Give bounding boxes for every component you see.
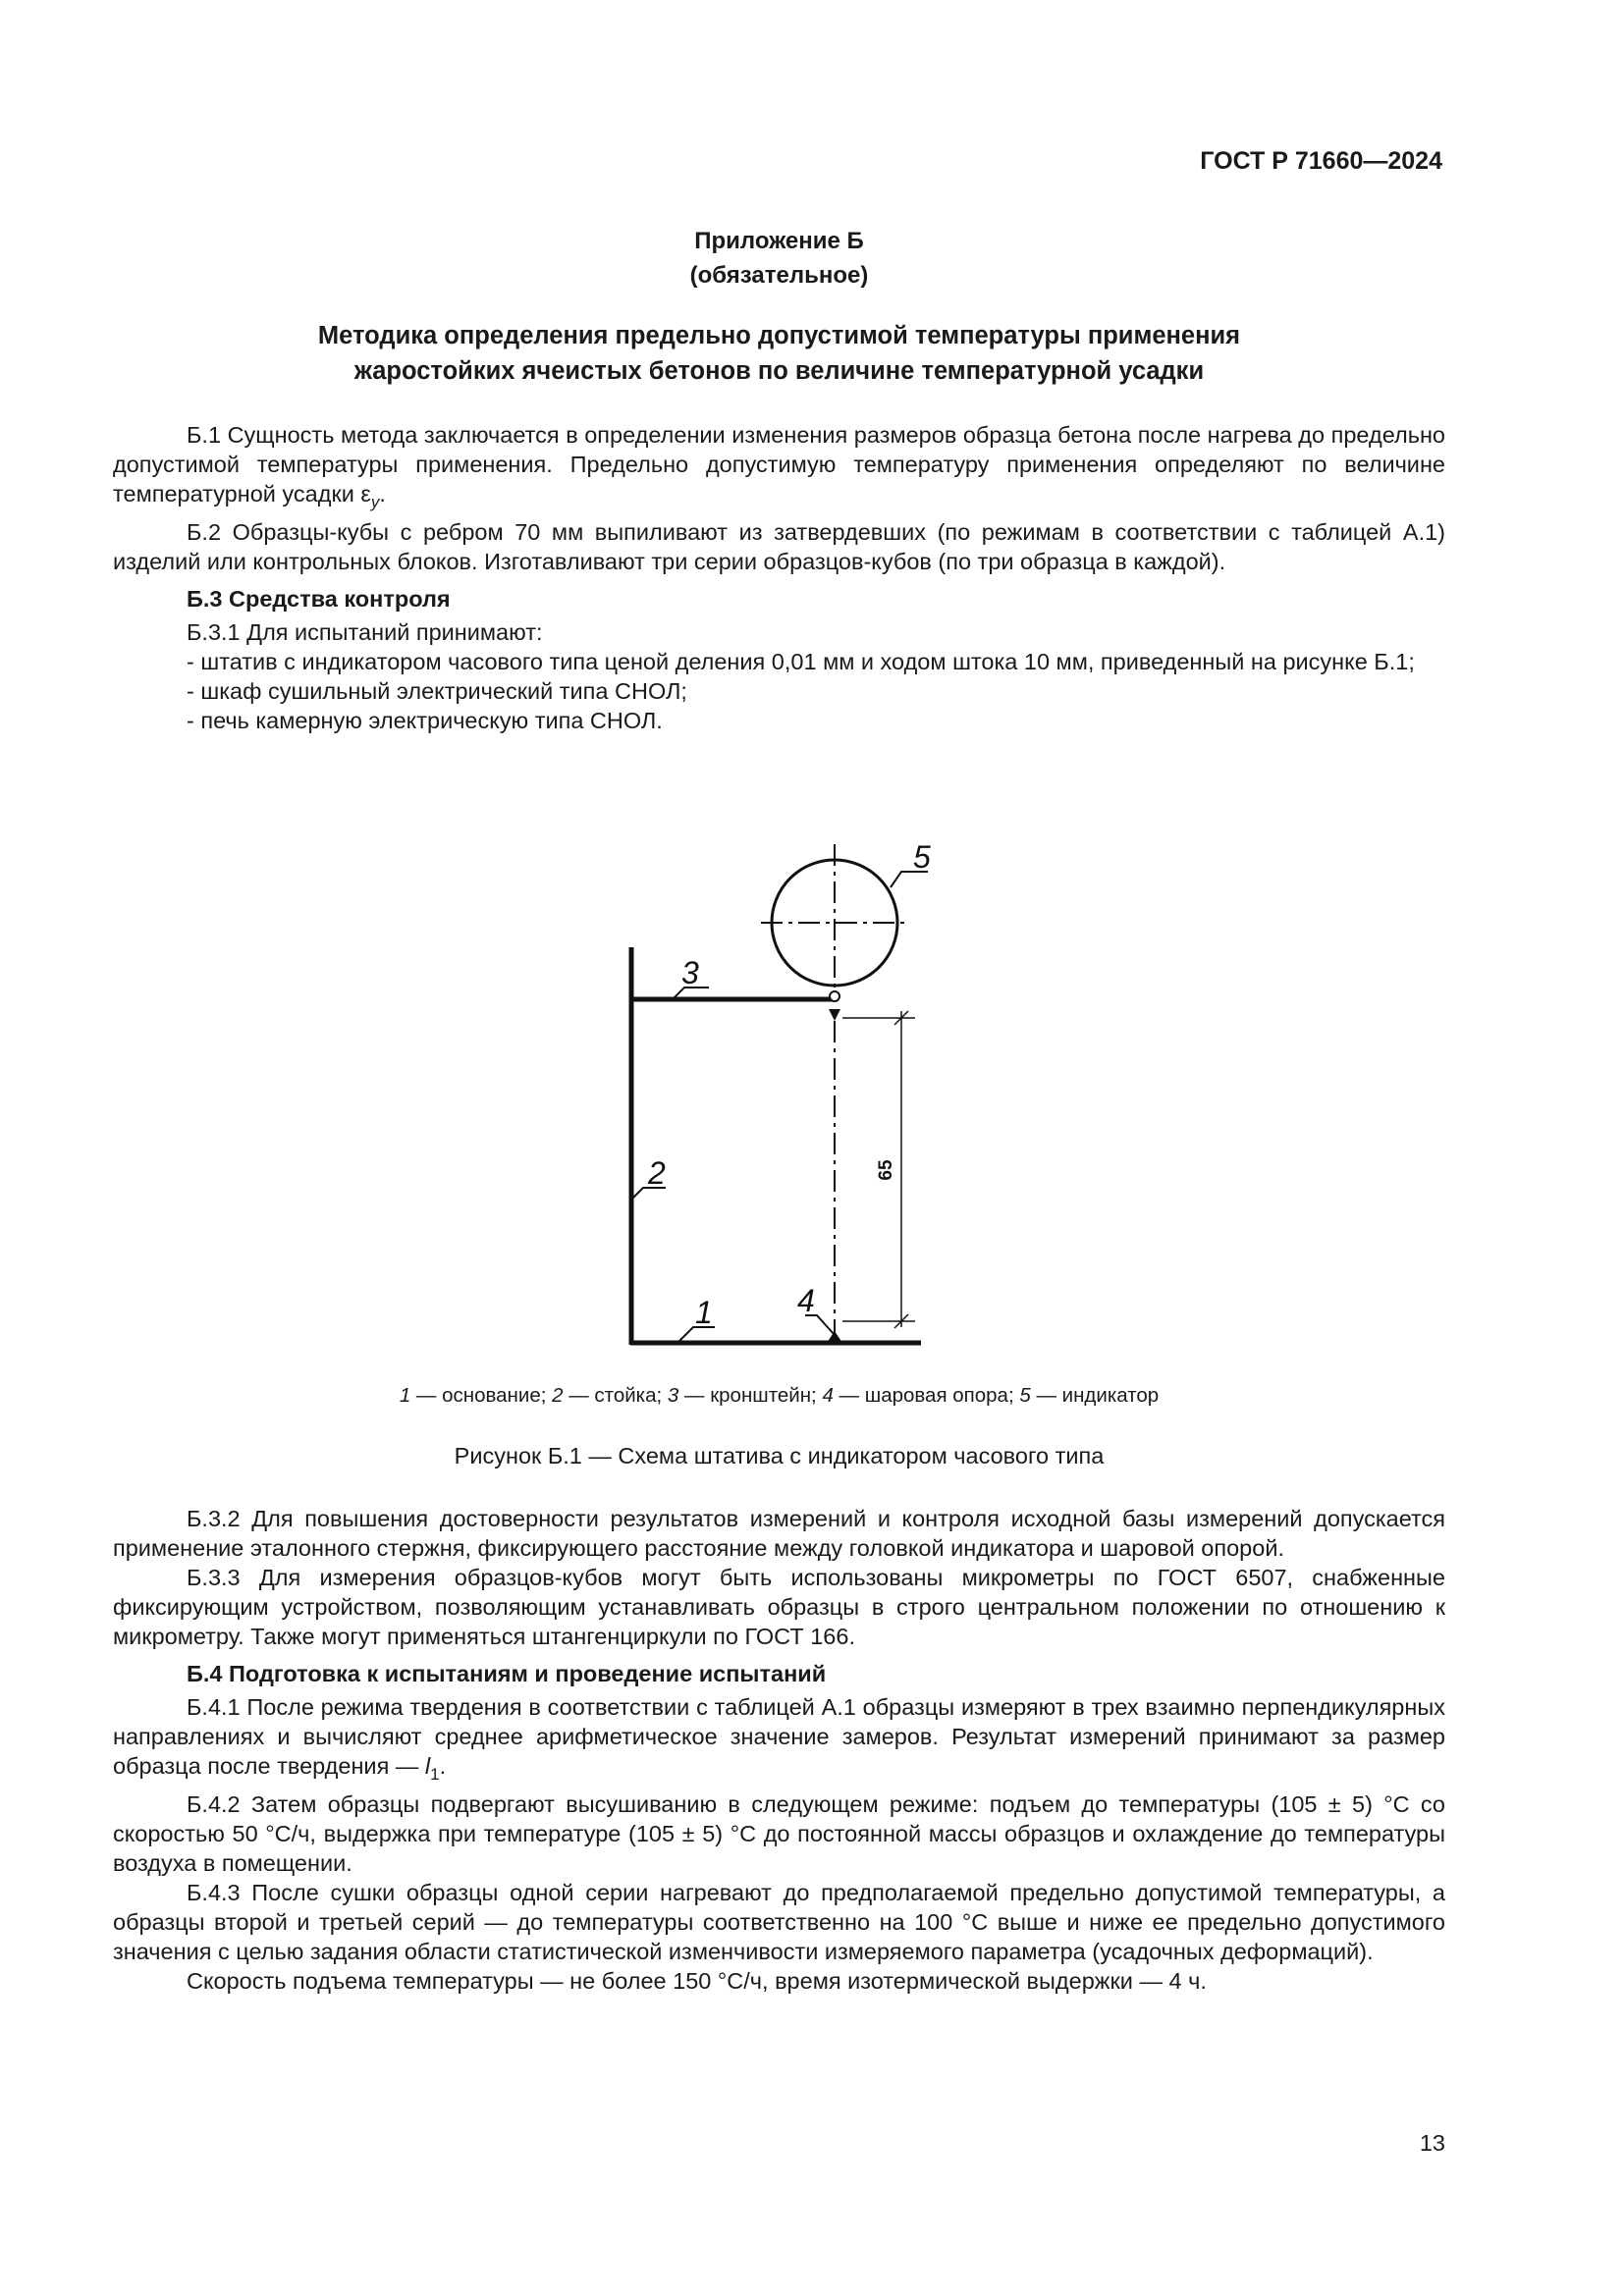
figure-stand-diagram bbox=[589, 825, 962, 1355]
text-block-bottom bbox=[113, 1504, 1445, 1996]
list-item: - печь камерную электрическую типа СНОЛ. bbox=[187, 708, 663, 733]
heading-b4: Б.4 Подготовка к испытаниям и проведение испытаний bbox=[187, 1661, 827, 1686]
ball-support-icon bbox=[827, 1331, 842, 1343]
label-2: 2 bbox=[648, 1155, 666, 1191]
annex-status: (обязательное) bbox=[689, 262, 869, 289]
method-heading-line-1: Методика определения предельно допустимой температуры применения bbox=[317, 322, 1241, 349]
epsilon-subscript: у bbox=[370, 493, 380, 511]
stem-tip bbox=[829, 1009, 840, 1021]
annex-title bbox=[113, 224, 1445, 293]
heading-b3: Б.3 Средства контроля bbox=[187, 586, 451, 612]
stem-joint bbox=[830, 991, 839, 1001]
paragraph-b32: Б.3.2 Для повышения достоверности результатов измерений и контроля исходной базы измерений допускается применение эталонного стержня, фиксирующего расстояние между головкой индикатора и шаровой опорой. bbox=[113, 1506, 1445, 1561]
paragraph-b43-speed: Скорость подъема температуры — не более 150 °С/ч, время изотермической выдержки — 4 ч. bbox=[187, 1968, 1207, 1994]
method-heading bbox=[113, 318, 1445, 389]
paragraph-b41: Б.4.1 После режима твердения в соответствии с таблицей А.1 образцы измеряют в трех взаимно перпендикулярных направлениях и вычисляют среднее арифметическое значение замеров. Результат измерений принимают за размер образца после твердения — $l_1$. bbox=[113, 1694, 1445, 1784]
list-item: - штатив с индикатором часового типа ценой деления 0,01 мм и ходом штока 10 мм, приведенный на рисунке Б.1; bbox=[187, 649, 1415, 674]
label-4: 4 bbox=[797, 1283, 815, 1318]
label-5: 5 bbox=[913, 839, 931, 875]
figure-caption: Рисунок Б.1 — Схема штатива с индикатором часового типа bbox=[454, 1443, 1105, 1468]
paragraph-b31: Б.3.1 Для испытаний принимают: bbox=[187, 619, 543, 645]
label-1: 1 bbox=[695, 1295, 713, 1330]
label-3: 3 bbox=[681, 955, 699, 990]
document-code: ГОСТ Р 71660—2024 bbox=[1200, 147, 1442, 175]
epsilon-symbol: ε bbox=[360, 481, 371, 507]
method-heading-line-2: жаростойких ячеистых бетонов по величине температурной усадки bbox=[353, 357, 1205, 385]
annex-name: Приложение Б bbox=[694, 228, 864, 254]
leader-4 bbox=[805, 1315, 835, 1335]
page-number: 13 bbox=[1419, 2130, 1445, 2156]
list-item: - шкаф сушильный электрический типа СНОЛ; bbox=[187, 678, 687, 704]
l-subscript: 1 bbox=[430, 1765, 440, 1784]
paragraph-b43: Б.4.3 После сушки образцы одной серии нагревают до предполагаемой предельно допустимой температуры, а образцы второй и третьей серий — до температуры соответственно на 100 °С выше и ниже ее предельно допустимого значения с целью задания области статистической изменчивости измеряемого параметра (усадочных деформаций). bbox=[113, 1880, 1445, 1964]
l-symbol: l bbox=[424, 1753, 431, 1779]
paragraph-b33: Б.3.3 Для измерения образцов-кубов могут быть использованы микрометры по ГОСТ 6507, снабженные фиксирующим устройством, позволяющим устанавливать образцы в строго центральном положении по отношению к микрометру. Также могут применяться штангенциркули по ГОСТ 166. bbox=[113, 1565, 1445, 1649]
figure-legend: 1 — основание; 2 — стойка; 3 — кронштейн; 4 — шаровая опора; 5 — индикатор bbox=[399, 1384, 1160, 1407]
paragraph-b42: Б.4.2 Затем образцы подвергают высушиванию в следующем режиме: подъем до температуры (105 ± 5) °С со скоростью 50 °С/ч, выдержка при температуре (105 ± 5) °С до постоянной массы образцов и охлаждение до температуры воздуха в помещении. bbox=[113, 1791, 1445, 1876]
dimension-value: 65 bbox=[876, 1159, 896, 1181]
text-block-top bbox=[113, 420, 1445, 735]
paragraph-b1: Б.1 Сущность метода заключается в определении изменения размеров образца бетона после нагрева до предельно допустимой температуры применения. Предельно допустимую температуру применения определяют по величине температурной усадки $\varepsilon_у$. bbox=[113, 422, 1445, 511]
paragraph-b2: Б.2 Образцы-кубы с ребром 70 мм выпиливают из затвердевших (по режимам в соответствии с таблицей А.1) изделий или контрольных блоков. Изготавливают три серии образцов-кубов (по три образца в каждой). bbox=[113, 519, 1445, 574]
